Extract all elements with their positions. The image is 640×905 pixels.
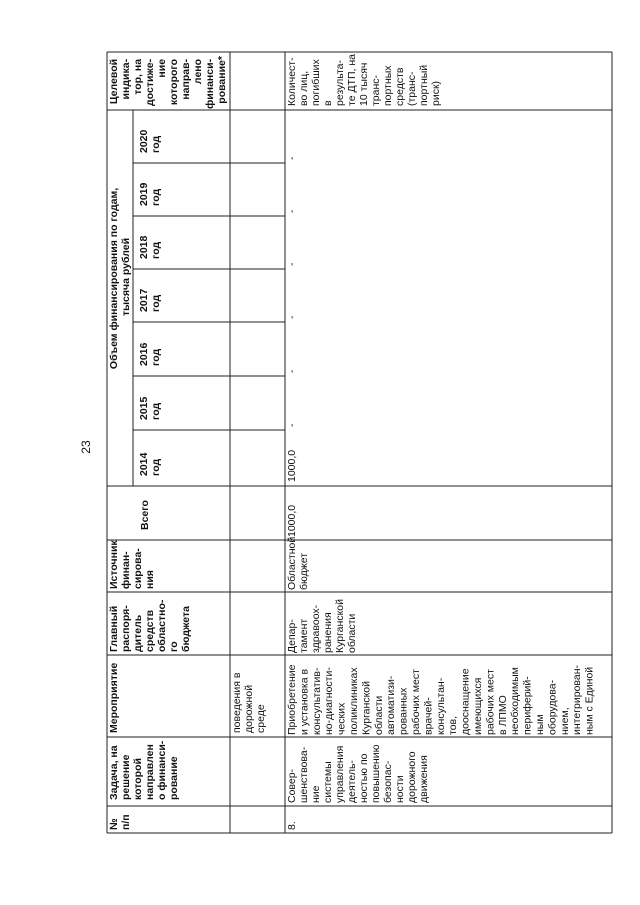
header-year-2014: 2014год: [138, 452, 162, 476]
header-year-2020: 2020год: [138, 129, 162, 153]
row8-year-2020: -: [286, 156, 298, 160]
header-year-2016: 2016год: [138, 342, 162, 366]
row8-years: [286, 156, 298, 482]
header-target: Целевой индика- тор, на достиже- ние которого направ- лено финанси- рование*: [108, 56, 228, 109]
header-years: [138, 129, 162, 476]
header-manager: Главный распоря- дитель средств областно- го бюджета: [108, 599, 192, 652]
row8-year-2014: 1000,0: [286, 449, 298, 482]
header-year-2015: 2015год: [138, 396, 162, 420]
row8-task: Совер- шенствова- ние системы управления деятель- ностью по повышению безопас- ности дорожного движения: [286, 744, 430, 803]
header-total: Всего: [139, 500, 151, 530]
row8-total: 1000,0: [286, 504, 298, 537]
row8-year-2016: -: [286, 369, 298, 373]
row8-num: 8.: [286, 821, 298, 830]
table-row-8: [286, 51, 596, 830]
header-task: Задача, на решение которой направлен о финанси- рование: [108, 740, 180, 800]
header-volume: Объем финансирования по годам, тысяча рублей: [108, 187, 132, 370]
table-row-continued: [231, 670, 267, 733]
row8-year-2017: -: [286, 315, 298, 319]
header-num: № п/п: [108, 814, 132, 830]
row8-manager: Депар- тамент здравоох- ранения Курганской области: [286, 599, 358, 653]
header-year-2018: 2018год: [138, 235, 162, 259]
row8-year-2018: -: [286, 262, 298, 266]
header-source: Источник финан- сирова- ния: [108, 540, 156, 589]
header-year-2019: 2019год: [138, 182, 162, 206]
row-continued-event: поведения в дорожной среде: [231, 672, 267, 733]
row8-year-2019: -: [286, 209, 298, 213]
table-header: [108, 55, 228, 830]
row8-target: Количест- во лиц, погибших в результа- те ДТП, на 10 тысяч транс- портных средств (транс- портный риск): [286, 54, 442, 106]
row8-year-2015: -: [286, 423, 298, 427]
row8-source: Областной бюджет: [286, 536, 310, 590]
row8-event: Приобретение и установка в консультатив- но-диагности- ческих поликлиниках Курганской области автоматизи- рованных рабочих мест врачей- консультан- тов, дооснащение имеющихся рабочих мест в ЛПМО необходимым периферий- ным оборудова- нием, интегрирован- ным с Единой: [286, 664, 596, 735]
header-year-2017: 2017год: [138, 288, 162, 312]
header-event: Мероприятие: [108, 662, 120, 733]
page-number: 23: [79, 440, 93, 454]
